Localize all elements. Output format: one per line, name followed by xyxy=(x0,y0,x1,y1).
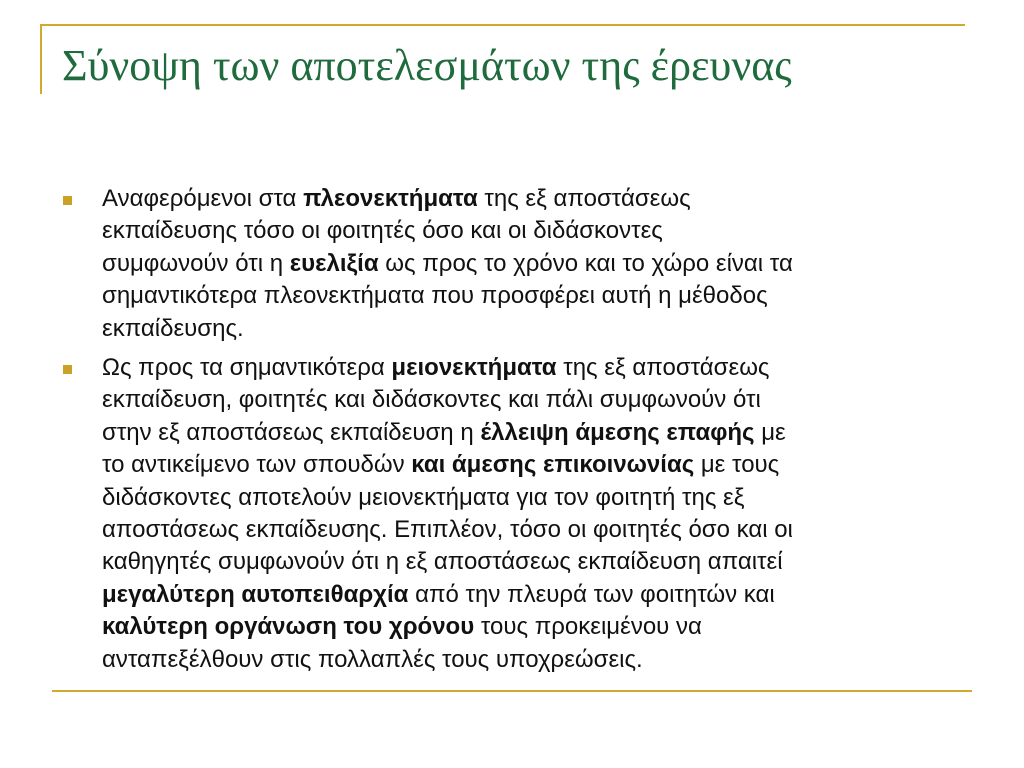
bullet-line xyxy=(102,546,962,578)
text-run: με xyxy=(754,418,786,446)
bold-text-run: μεγαλύτερη αυτοπειθαρχία xyxy=(102,580,409,608)
title-frame-left-line xyxy=(40,24,42,94)
square-bullet-icon xyxy=(63,196,72,205)
bullet-line xyxy=(102,280,962,312)
text-run: αποστάσεως εκπαίδευσης. Επιπλέον, τόσο οι φοιτητές όσο και οι xyxy=(102,516,793,544)
bullet-line xyxy=(102,352,962,384)
bullet-item xyxy=(62,183,962,345)
text-run: συμφωνούν ότι η xyxy=(102,249,290,277)
bold-text-run: μειονεκτήματα xyxy=(391,354,557,382)
bullet-item xyxy=(62,352,962,676)
title-frame-top-line xyxy=(40,24,965,26)
text-run: ανταπεξέλθουν στις πολλαπλές τους υποχρεώσεις. xyxy=(102,645,643,673)
bold-text-run: πλεονεκτήματα xyxy=(303,185,478,212)
bold-text-run: καλύτερη οργάνωση του χρόνου xyxy=(102,613,475,641)
text-run: εκπαίδευσης. xyxy=(102,314,244,342)
bullet-text xyxy=(102,183,962,345)
bullet-line xyxy=(102,644,962,676)
bullet-line xyxy=(102,417,962,449)
bullet-line xyxy=(102,183,962,215)
square-bullet-icon xyxy=(63,365,72,374)
bullet-line xyxy=(102,579,962,611)
text-run: από την πλευρά των φοιτητών και xyxy=(408,580,775,608)
text-run: τους προκειμένου να xyxy=(474,613,702,641)
text-run: διδάσκοντες αποτελούν μειονεκτήματα για τον φοιτητή της εξ xyxy=(102,483,745,511)
bullet-line xyxy=(102,514,962,546)
bullet-line xyxy=(102,215,962,247)
bullet-list xyxy=(62,183,962,683)
bold-text-run: έλλειψη άμεσης επαφής xyxy=(480,418,755,446)
bullet-text xyxy=(102,352,962,676)
text-run: καθηγητές συμφωνούν ότι η εξ αποστάσεως εκπαίδευση απαιτεί xyxy=(102,548,783,576)
text-run: της εξ αποστάσεως xyxy=(556,354,770,382)
bullet-line xyxy=(102,482,962,514)
text-run: εκπαίδευσης τόσο οι φοιτητές όσο και οι διδάσκοντες xyxy=(102,217,663,245)
text-run: ως προς το χρόνο και το χώρο είναι τα xyxy=(378,249,793,277)
bottom-divider-line xyxy=(52,690,972,692)
text-run: της εξ αποστάσεως xyxy=(477,185,691,212)
slide-title: Σύνοψη των αποτελεσμάτων της έρευνας xyxy=(62,41,792,90)
text-run: Αναφερόμενοι στα xyxy=(102,185,304,212)
text-run: στην εξ αποστάσεως εκπαίδευση η xyxy=(102,418,481,446)
bullet-line xyxy=(102,611,962,643)
bold-text-run: και άμεσης επικοινωνίας xyxy=(411,451,695,479)
bullet-line xyxy=(102,313,962,345)
text-run: με τους xyxy=(694,451,780,479)
bold-text-run: ευελιξία xyxy=(289,249,379,277)
bullet-line xyxy=(102,384,962,416)
bullet-line xyxy=(102,248,962,280)
text-run: εκπαίδευση, φοιτητές και διδάσκοντες και πάλι συμφωνούν ότι xyxy=(102,386,761,414)
text-run: Ως προς τα σημαντικότερα xyxy=(102,354,392,382)
text-run: το αντικείμενο των σπουδών xyxy=(102,451,412,479)
bullet-line xyxy=(102,449,962,481)
text-run: σημαντικότερα πλεονεκτήματα που προσφέρει αυτή η μέθοδος xyxy=(102,282,768,310)
